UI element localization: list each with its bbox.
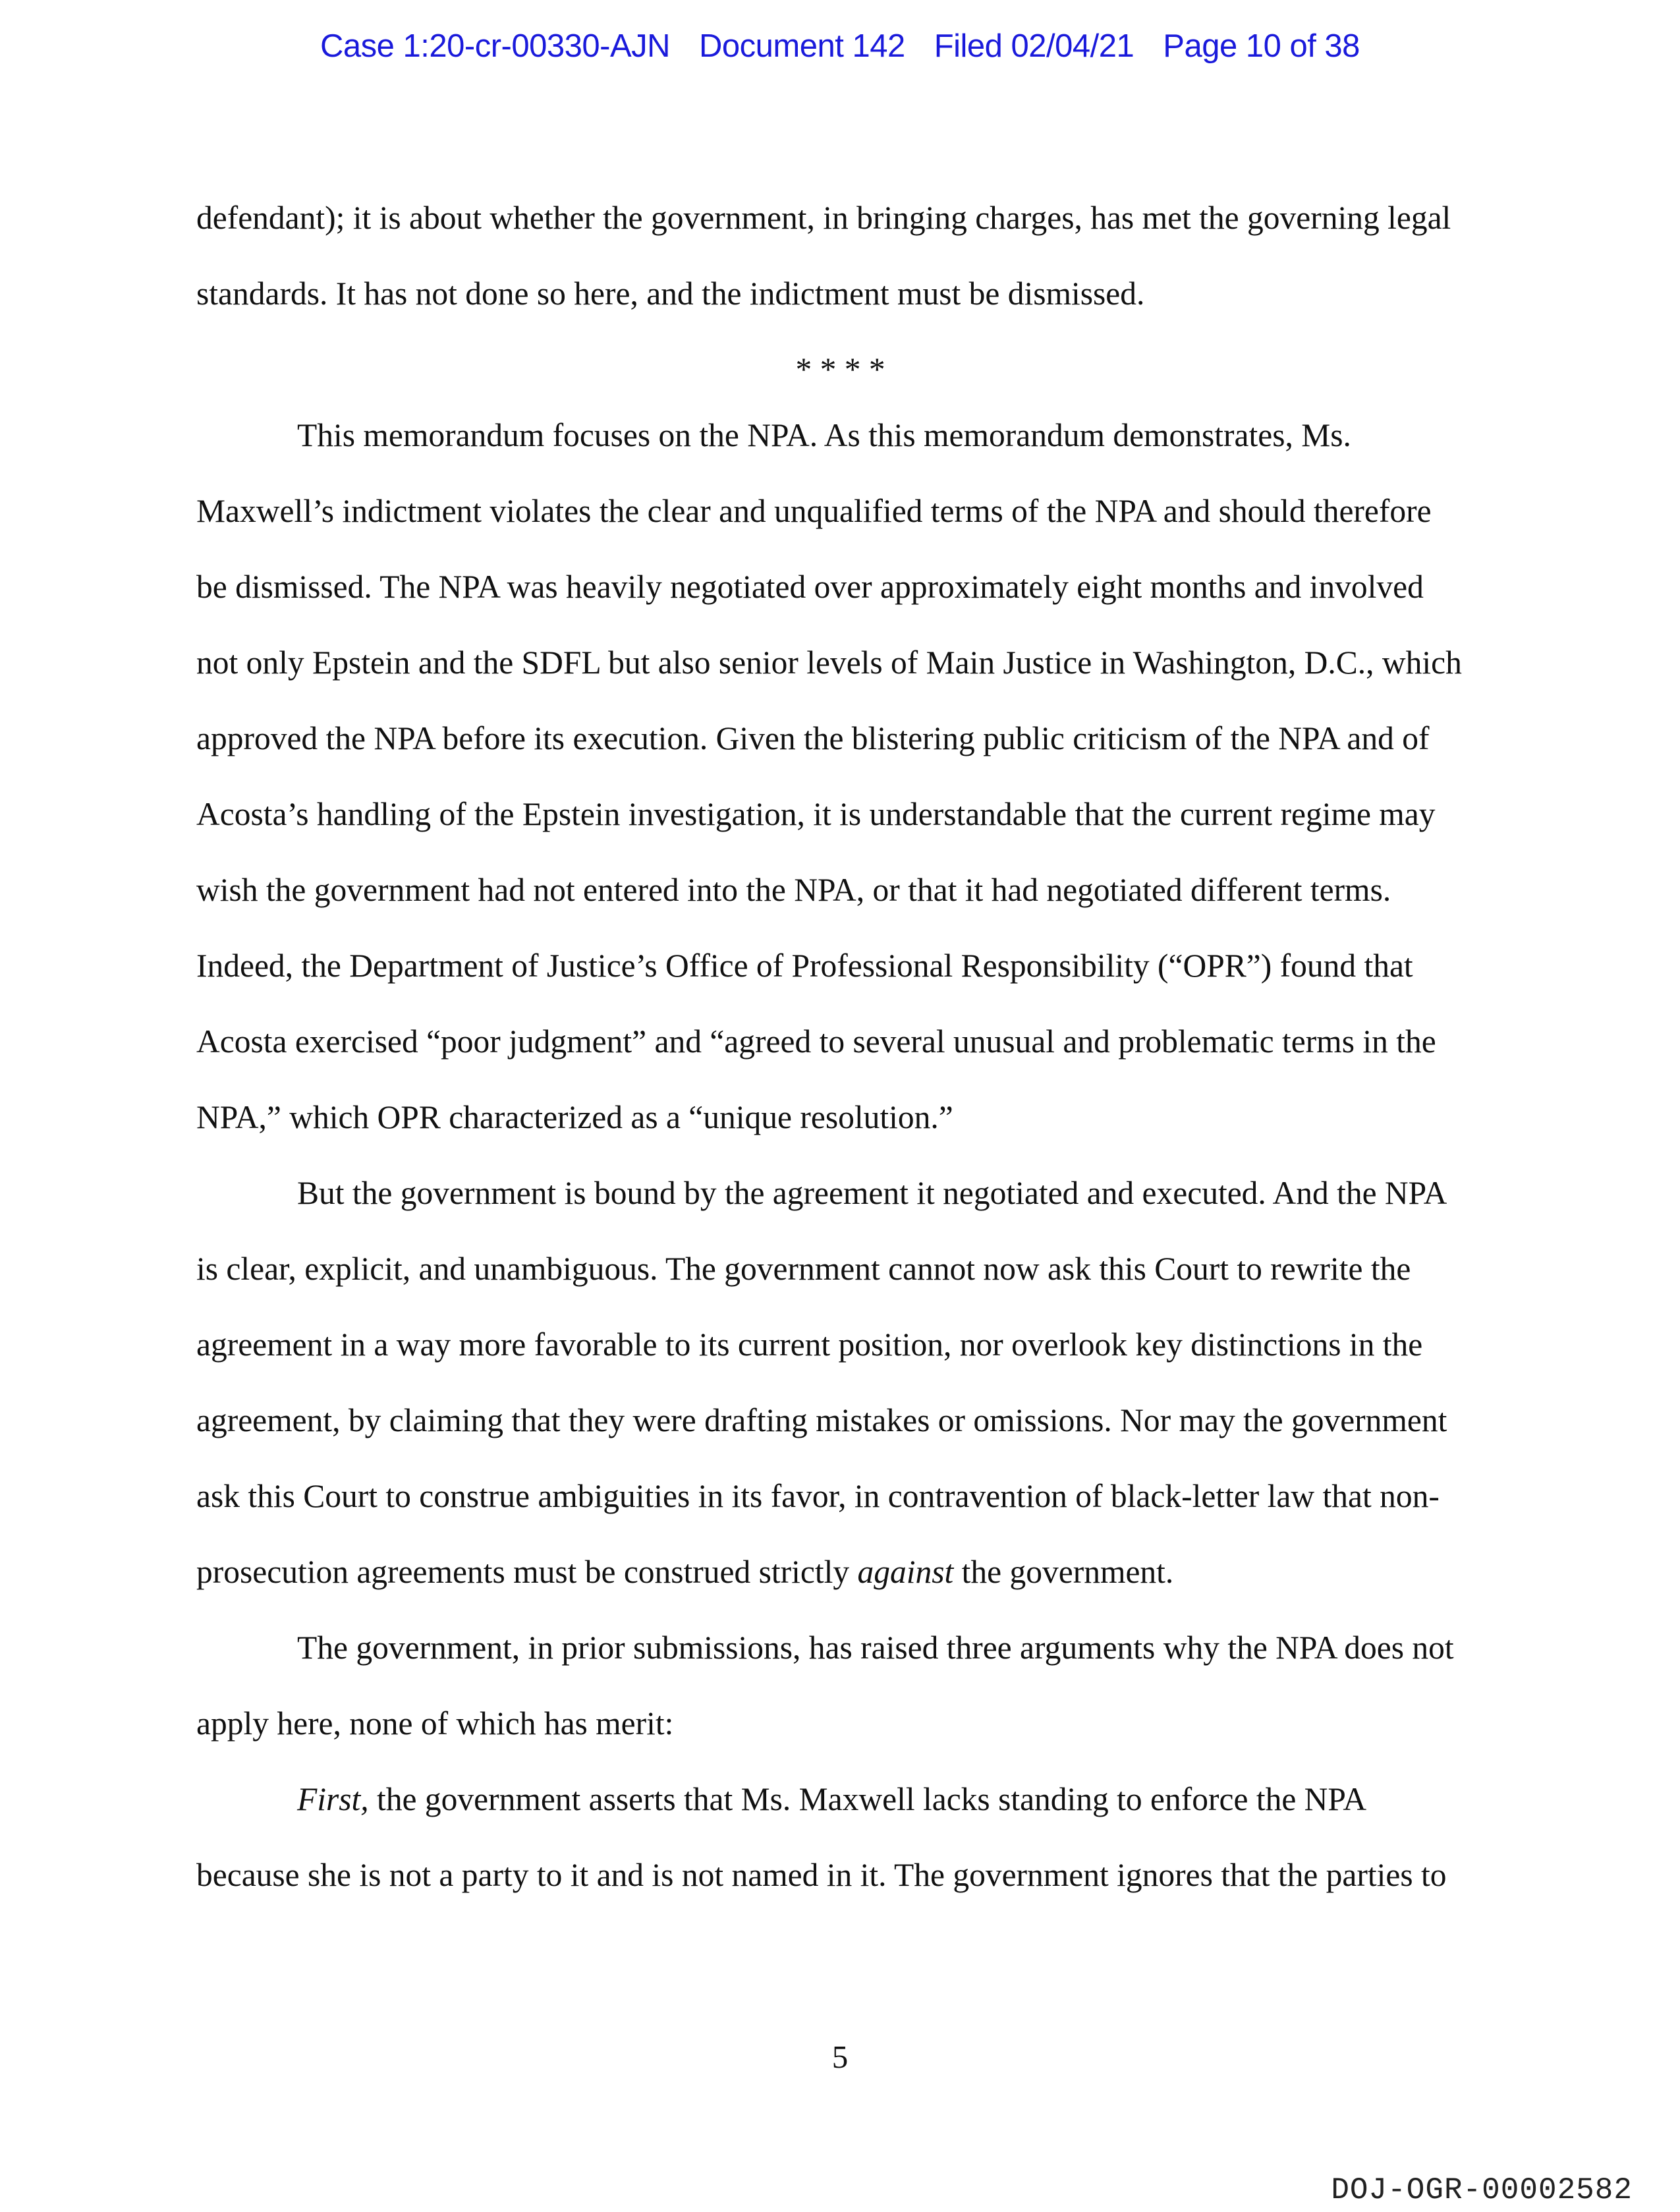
paragraph-start: The government, in prior submissions, has raised three arguments why the NPA does not xyxy=(297,1630,1454,1666)
page-of-total: Page 10 of 38 xyxy=(1163,28,1360,64)
text-line: Maxwell’s indictment violates the clear and unqualified terms of the NPA and should therefore xyxy=(196,493,1432,529)
paragraph-start: This memorandum focuses on the NPA. As this memorandum demonstrates, Ms. xyxy=(297,417,1351,453)
case-number: Case 1:20-cr-00330-AJN xyxy=(320,28,671,64)
filed-date: Filed 02/04/21 xyxy=(934,28,1134,64)
text-line: because she is not a party to it and is not named in it. The government ignores that the parties to xyxy=(196,1857,1447,1893)
text-line: Acosta exercised “poor judgment” and “agreed to several unusual and problematic terms in the xyxy=(196,1023,1436,1060)
text-line: not only Epstein and the SDFL but also senior levels of Main Justice in Washington, D.C., which xyxy=(196,644,1462,681)
paragraph-start: But the government is bound by the agreement it negotiated and executed. And the NPA xyxy=(297,1175,1447,1211)
text-line: wish the government had not entered into the NPA, or that it had negotiated different terms. xyxy=(196,872,1391,908)
emphasis-against: against xyxy=(857,1554,954,1590)
text-line: prosecution agreements must be construed strictly against the government. xyxy=(196,1554,1174,1590)
text-line: defendant); it is about whether the government, in bringing charges, has met the governing legal xyxy=(196,200,1451,236)
text-line: agreement, by claiming that they were drafting mistakes or omissions. Nor may the government xyxy=(196,1402,1447,1438)
text-line: ask this Court to construe ambiguities in its favor, in contravention of black-letter law that non- xyxy=(196,1478,1440,1514)
text-line: approved the NPA before its execution. Given the blistering public criticism of the NPA and of xyxy=(196,720,1430,756)
emphasis-first: First, xyxy=(297,1781,369,1817)
text-line: Acosta’s handling of the Epstein investigation, it is understandable that the current regime may xyxy=(196,796,1436,832)
text-line: apply here, none of which has merit: xyxy=(196,1705,674,1742)
page-number: 5 xyxy=(831,2039,849,2075)
ecf-filing-header xyxy=(0,28,1680,65)
text-line: Indeed, the Department of Justice’s Office of Professional Responsibility (“OPR”) found that xyxy=(196,948,1413,984)
memorandum-body xyxy=(196,195,1484,1928)
text-line: NPA,” which OPR characterized as a “unique resolution.” xyxy=(196,1099,953,1135)
paragraph-start: First, the government asserts that Ms. Maxwell lacks standing to enforce the NPA xyxy=(297,1781,1367,1817)
text-line: agreement in a way more favorable to its current position, nor overlook key distinctions in the xyxy=(196,1326,1423,1363)
bates-number: DOJ-OGR-00002582 xyxy=(1331,2173,1633,2207)
text-line: be dismissed. The NPA was heavily negotiated over approximately eight months and involved xyxy=(196,569,1424,605)
text-line: is clear, explicit, and unambiguous. The government cannot now ask this Court to rewrite the xyxy=(196,1251,1411,1287)
document-number: Document 142 xyxy=(699,28,905,64)
section-break-asterisks: * * * * xyxy=(795,351,885,387)
text-line: standards. It has not done so here, and the indictment must be dismissed. xyxy=(196,275,1145,312)
